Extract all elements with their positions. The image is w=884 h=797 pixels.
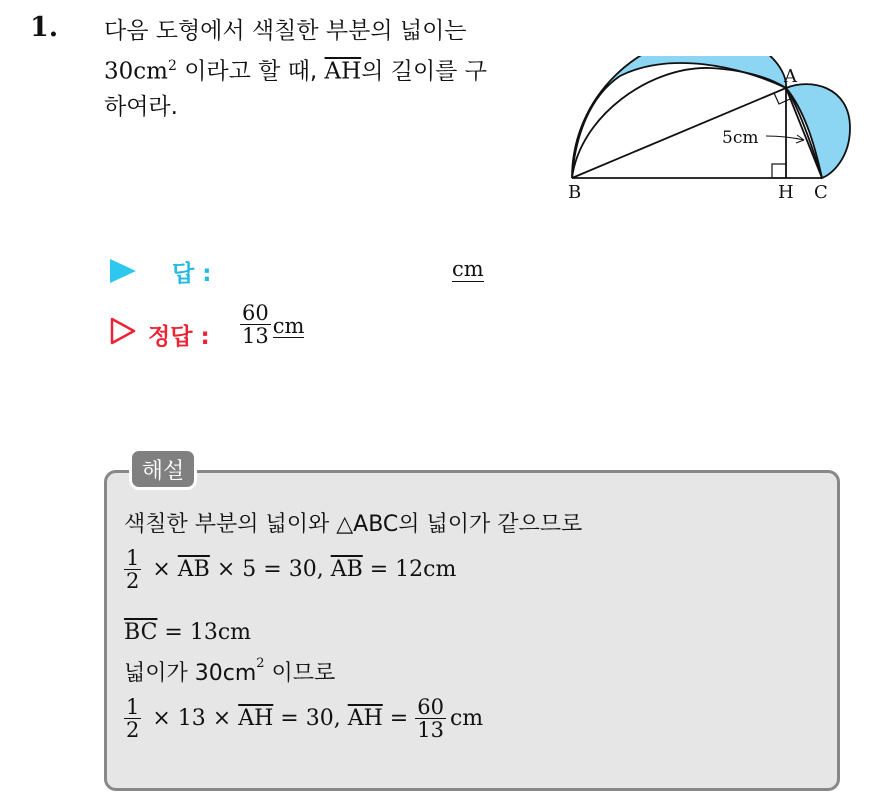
solution-line-1: 색칠한 부분의 넓이와 △ABC의 넓이가 같으므로 bbox=[124, 512, 583, 537]
play-arrow-icon bbox=[110, 259, 136, 283]
half-fraction bbox=[124, 696, 141, 741]
segment-bc: $\overline{BC}$ bbox=[124, 620, 158, 645]
equation-part: × 5 = 30, bbox=[209, 557, 331, 583]
equation-part: = 30, bbox=[273, 706, 348, 732]
half-fraction bbox=[124, 547, 141, 592]
equals-sign: = bbox=[382, 706, 416, 732]
question-line-2 bbox=[104, 49, 544, 90]
question-line-2-mid: 이라고 할 때, bbox=[176, 58, 325, 85]
solution-tab: 해설 bbox=[129, 448, 197, 490]
correct-answer-fraction bbox=[240, 302, 271, 347]
label-length: 5cm bbox=[722, 128, 759, 148]
right-angle-a bbox=[774, 93, 790, 104]
label-b: B bbox=[568, 182, 582, 203]
correct-answer-value bbox=[240, 302, 304, 347]
area-value: 30cm bbox=[104, 58, 168, 85]
fraction-numerator: 60 bbox=[242, 301, 269, 325]
fraction-numerator: 1 bbox=[126, 695, 140, 719]
fraction-denominator: 2 bbox=[126, 718, 140, 743]
times-symbol: × bbox=[145, 557, 178, 583]
equation-result: = 12cm bbox=[362, 557, 457, 583]
solution-line-5 bbox=[124, 696, 483, 741]
equation-part: × 13 × bbox=[145, 706, 239, 732]
right-angle-h bbox=[772, 164, 786, 178]
solution-line-3 bbox=[124, 620, 251, 645]
solution-line-4 bbox=[124, 656, 335, 687]
question-text bbox=[104, 14, 544, 125]
label-h: H bbox=[778, 182, 794, 203]
fraction-denominator: 13 bbox=[242, 324, 269, 349]
solution-line-2 bbox=[124, 547, 456, 592]
fraction-denominator: 13 bbox=[417, 718, 444, 743]
answer-fraction bbox=[415, 696, 446, 741]
length-arrow bbox=[766, 136, 804, 140]
answer-label: 답 : bbox=[172, 261, 212, 287]
segment-ah: $\overline{AH}$ bbox=[324, 58, 362, 85]
correct-answer-unit: cm bbox=[272, 314, 305, 339]
fraction-numerator: 1 bbox=[126, 546, 140, 570]
segment-ah: $\overline{AH}$ bbox=[238, 706, 274, 732]
label-a: A bbox=[784, 66, 797, 87]
correct-answer-label: 정답 : bbox=[148, 324, 210, 350]
answer-unit: cm bbox=[452, 257, 484, 281]
area-exponent: 2 bbox=[256, 656, 265, 671]
question-line-1: 다음 도형에서 색칠한 부분의 넓이는 bbox=[104, 18, 467, 44]
answer-unit: cm bbox=[449, 706, 484, 732]
fraction-denominator: 2 bbox=[126, 569, 140, 594]
question-number: 1. bbox=[30, 12, 59, 43]
segment-ah: $\overline{AH}$ bbox=[347, 706, 383, 732]
question-line-3: 하여라. bbox=[104, 93, 178, 120]
geometry-diagram bbox=[560, 56, 860, 206]
fraction-numerator: 60 bbox=[417, 695, 444, 719]
arc-ab bbox=[572, 68, 786, 178]
question-line-2-end: 의 길이를 구 bbox=[361, 58, 487, 85]
area-exponent: 2 bbox=[167, 58, 177, 74]
hollow-arrow-icon bbox=[110, 317, 136, 345]
equation-result: = 13cm bbox=[157, 620, 252, 645]
area-text: 넓이가 30cm bbox=[124, 661, 257, 686]
area-text-end: 이므로 bbox=[264, 661, 336, 686]
segment-ab: $\overline{AB}$ bbox=[330, 557, 363, 583]
label-c: C bbox=[814, 182, 828, 203]
segment-ab: $\overline{AB}$ bbox=[177, 557, 210, 583]
